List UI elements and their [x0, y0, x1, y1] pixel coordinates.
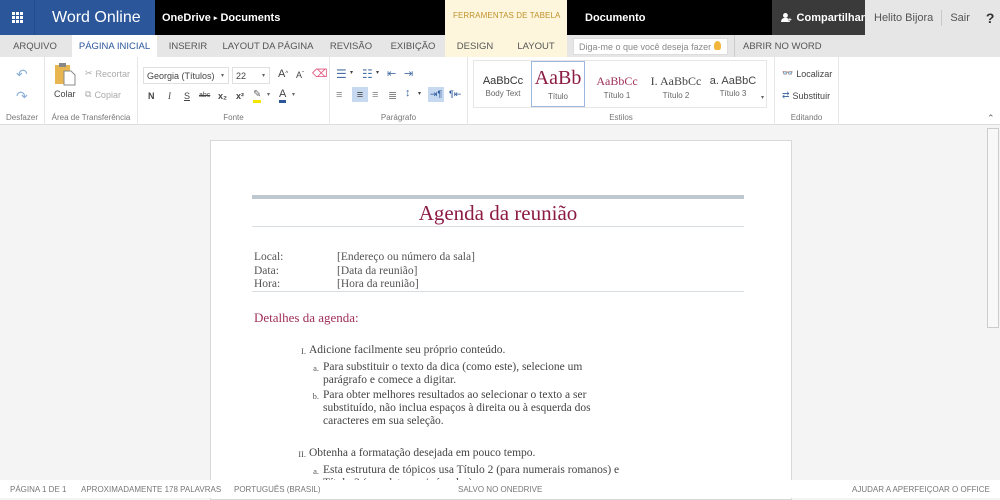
style-name: Título 2	[662, 91, 690, 100]
font-color-button[interactable]: A	[279, 88, 286, 103]
chevron-down-icon: ▾	[220, 73, 224, 79]
align-left-icon[interactable]: ≡	[336, 89, 343, 101]
vertical-scrollbar[interactable]	[987, 128, 999, 328]
breadcrumb-onedrive[interactable]: OneDrive	[162, 11, 211, 24]
paste-label: Colar	[54, 89, 76, 99]
style-sample: AaBbCc	[482, 75, 524, 87]
tab-layout-da-pagina[interactable]: LAYOUT DA PÁGINA	[222, 40, 314, 52]
highlight-icon[interactable]: ✎	[253, 89, 261, 103]
style-titulo-3[interactable]	[705, 61, 761, 107]
style-sample: I. AaBbCc	[650, 74, 702, 88]
style-sample: AaBbCc	[596, 74, 638, 88]
user-name[interactable]: Helito Bijora	[874, 11, 934, 24]
style-sample: AaBb	[534, 67, 582, 89]
language[interactable]: PORTUGUÊS (BRASIL)	[234, 485, 321, 494]
underline-button[interactable]: S	[184, 91, 191, 101]
table-tools-label: FERRAMENTAS DE TABELA	[453, 11, 561, 20]
tab-revisao[interactable]: REVISÃO	[329, 40, 373, 52]
list-item: Adicione facilmente seu próprio conteúdo.	[309, 344, 506, 356]
font-name-select[interactable]	[143, 67, 229, 84]
superscript-button[interactable]: x²	[236, 91, 245, 101]
line-spacing-icon[interactable]: ↕	[405, 87, 411, 99]
copy-label: Copiar	[94, 89, 121, 100]
chevron-down-icon[interactable]: ▾	[376, 70, 380, 76]
list-number: a.	[313, 466, 319, 476]
status-bar	[0, 480, 1000, 498]
align-right-icon[interactable]: ≡	[372, 89, 379, 101]
decrease-indent-icon[interactable]: ⇤	[387, 68, 397, 80]
tab-layout[interactable]: LAYOUT	[505, 35, 567, 57]
find-button[interactable]	[782, 68, 832, 79]
page-count: PÁGINA 1 DE 1	[10, 485, 67, 494]
replace-icon: ⇄	[782, 90, 790, 100]
undo-group	[0, 57, 45, 125]
style-titulo-1[interactable]	[589, 61, 645, 107]
clear-formatting-icon[interactable]: ⌫	[312, 68, 328, 80]
replace-label: Substituir	[792, 90, 831, 101]
ribbon-tabs	[0, 35, 1000, 57]
tell-me-input[interactable]	[573, 38, 728, 55]
chevron-down-icon[interactable]: ▾	[267, 92, 271, 98]
breadcrumb	[155, 0, 447, 35]
style-name: Body Text	[485, 89, 521, 98]
ribbon	[0, 57, 1000, 125]
chevron-down-icon: ▾	[261, 73, 265, 79]
chevron-down-icon[interactable]: ▾	[292, 92, 296, 98]
waffle-icon	[12, 12, 23, 23]
collapse-ribbon-icon[interactable]: ⌃	[987, 113, 995, 123]
style-sample: a. AaBbC	[709, 75, 757, 87]
editing-group-label: Editando	[790, 113, 823, 122]
bullets-icon[interactable]: ☰	[336, 67, 347, 81]
app-name[interactable]: Word Online	[35, 0, 155, 35]
document-canvas	[0, 126, 1000, 479]
font-size-select[interactable]	[232, 67, 270, 84]
styles-more-icon[interactable]: ▾	[761, 95, 765, 101]
signout-link[interactable]: Sair	[950, 11, 970, 24]
paste-icon	[54, 62, 78, 86]
section-heading: Detalhes da agenda:	[254, 310, 359, 325]
list-number: I.	[301, 346, 306, 356]
redo-icon[interactable]: ↷	[16, 88, 28, 104]
share-label: Compartilhar	[796, 11, 865, 24]
clipboard-group	[45, 57, 138, 125]
font-size-value: 22	[236, 70, 247, 81]
paragraph-group	[330, 57, 468, 125]
editing-group	[775, 57, 839, 125]
undo-group-label: Desfazer	[5, 113, 38, 122]
list-item: Obtenha a formatação desejada em pouco tempo.	[309, 447, 536, 459]
scissors-icon: ✂	[85, 68, 93, 78]
copy-icon: ⧉	[85, 89, 92, 99]
tell-me-placeholder: Diga-me o que você deseja fazer	[579, 41, 712, 52]
list-number: II.	[298, 449, 306, 459]
document-title: Agenda da reunião	[418, 201, 578, 225]
style-name: Título	[547, 92, 568, 101]
tab-inserir[interactable]: INSERIR	[168, 40, 208, 52]
chevron-right-icon: ▸	[213, 14, 218, 22]
info-rule	[252, 291, 744, 292]
subscript-button[interactable]: x₂	[218, 91, 228, 101]
feedback-link[interactable]: AJUDAR A APERFEIÇOAR O OFFICE	[852, 485, 990, 494]
chevron-down-icon[interactable]: ▾	[350, 70, 354, 76]
cut-button[interactable]	[85, 68, 130, 79]
open-in-word-button[interactable]: ABRIR NO WORD	[734, 35, 822, 57]
title-bottom-rule	[252, 226, 744, 227]
tab-exibicao[interactable]: EXIBIÇÃO	[390, 40, 436, 52]
clipboard-group-label: Área de Transferência	[51, 113, 131, 122]
font-group-label: Fonte	[223, 113, 244, 122]
align-center-icon[interactable]: ≡	[352, 87, 368, 102]
save-status: SALVO NO ONEDRIVE	[458, 485, 543, 494]
ltr-icon[interactable]: ⇥¶	[428, 87, 444, 102]
list-item: Para obter melhores resultados ao selecionar o texto a ser	[323, 389, 587, 401]
tab-design[interactable]: DESIGN	[445, 35, 505, 57]
share-button[interactable]	[772, 0, 865, 35]
info-label-hora: Hora:	[254, 278, 281, 290]
user-area	[865, 0, 1000, 35]
list-item: Para substituir o texto da dica (como este), selecione um	[323, 361, 583, 373]
italic-button[interactable]: I	[168, 91, 171, 101]
strikethrough-button[interactable]: abc	[199, 92, 211, 99]
paste-button[interactable]	[51, 62, 81, 102]
styles-gallery	[473, 60, 767, 108]
lightbulb-icon	[714, 41, 721, 50]
chevron-down-icon[interactable]: ▾	[418, 91, 422, 97]
style-name: Título 3	[719, 89, 747, 98]
bold-button[interactable]: N	[148, 91, 155, 101]
shrink-font-button[interactable]: A ˇ	[296, 70, 305, 80]
info-label-local: Local:	[254, 251, 284, 263]
style-name: Título 1	[603, 91, 631, 100]
style-titulo[interactable]	[531, 61, 585, 107]
title-top-rule	[252, 195, 744, 199]
replace-button[interactable]	[782, 90, 830, 101]
list-item: Esta estrutura de tópicos usa Título 2 (para numerais romanos) e	[323, 464, 620, 476]
cut-label: Recortar	[95, 68, 131, 79]
list-item-cont: substituído, não inclua espaços à direita ou à esquerda dos	[323, 402, 591, 414]
increase-indent-icon[interactable]: ⇥	[404, 68, 414, 80]
style-titulo-2[interactable]	[648, 61, 704, 107]
divider	[941, 10, 942, 26]
shrink-font-icon: A	[296, 70, 303, 80]
copy-button[interactable]	[85, 89, 121, 100]
help-button[interactable]: ?	[985, 9, 995, 26]
list-number: a.	[313, 363, 319, 373]
rtl-icon[interactable]: ¶⇤	[449, 89, 462, 99]
justify-icon[interactable]: ≣	[388, 90, 398, 102]
info-label-data: Data:	[254, 265, 279, 277]
paragraph-group-label: Parágrafo	[380, 113, 417, 122]
grow-font-button[interactable]: A ^	[278, 68, 289, 80]
find-label: Localizar	[796, 68, 833, 79]
list-number: b.	[312, 391, 319, 401]
list-item-cont: caracteres em sua seleção.	[323, 415, 444, 427]
font-name-value: Georgia (Títulos)	[147, 70, 215, 81]
tab-arquivo[interactable]: ARQUIVO	[13, 40, 57, 52]
breadcrumb-documents[interactable]: Documents	[220, 11, 281, 24]
tab-pagina-inicial[interactable]: PÁGINA INICIAL	[72, 35, 157, 57]
share-person-icon	[781, 11, 792, 24]
undo-icon[interactable]: ↶	[16, 66, 28, 82]
grow-font-icon: A	[278, 68, 286, 80]
list-item-cont: parágrafo e comece a digitar.	[323, 374, 457, 386]
info-value-hora: [Hora da reunião]	[337, 278, 419, 290]
document-name[interactable]: Documento	[585, 11, 646, 24]
word-count: APROXIMADAMENTE 178 PALAVRAS	[81, 485, 222, 494]
styles-group-label: Estilos	[609, 113, 633, 122]
style-body-text[interactable]	[476, 61, 530, 107]
app-launcher-button[interactable]	[0, 0, 35, 35]
numbering-icon[interactable]: ☷	[362, 67, 373, 81]
info-value-local: [Endereço ou número da sala]	[337, 251, 475, 263]
info-value-data: [Data da reunião]	[337, 265, 418, 277]
binoculars-icon: 👓	[782, 68, 794, 78]
document-page[interactable]	[210, 140, 792, 500]
